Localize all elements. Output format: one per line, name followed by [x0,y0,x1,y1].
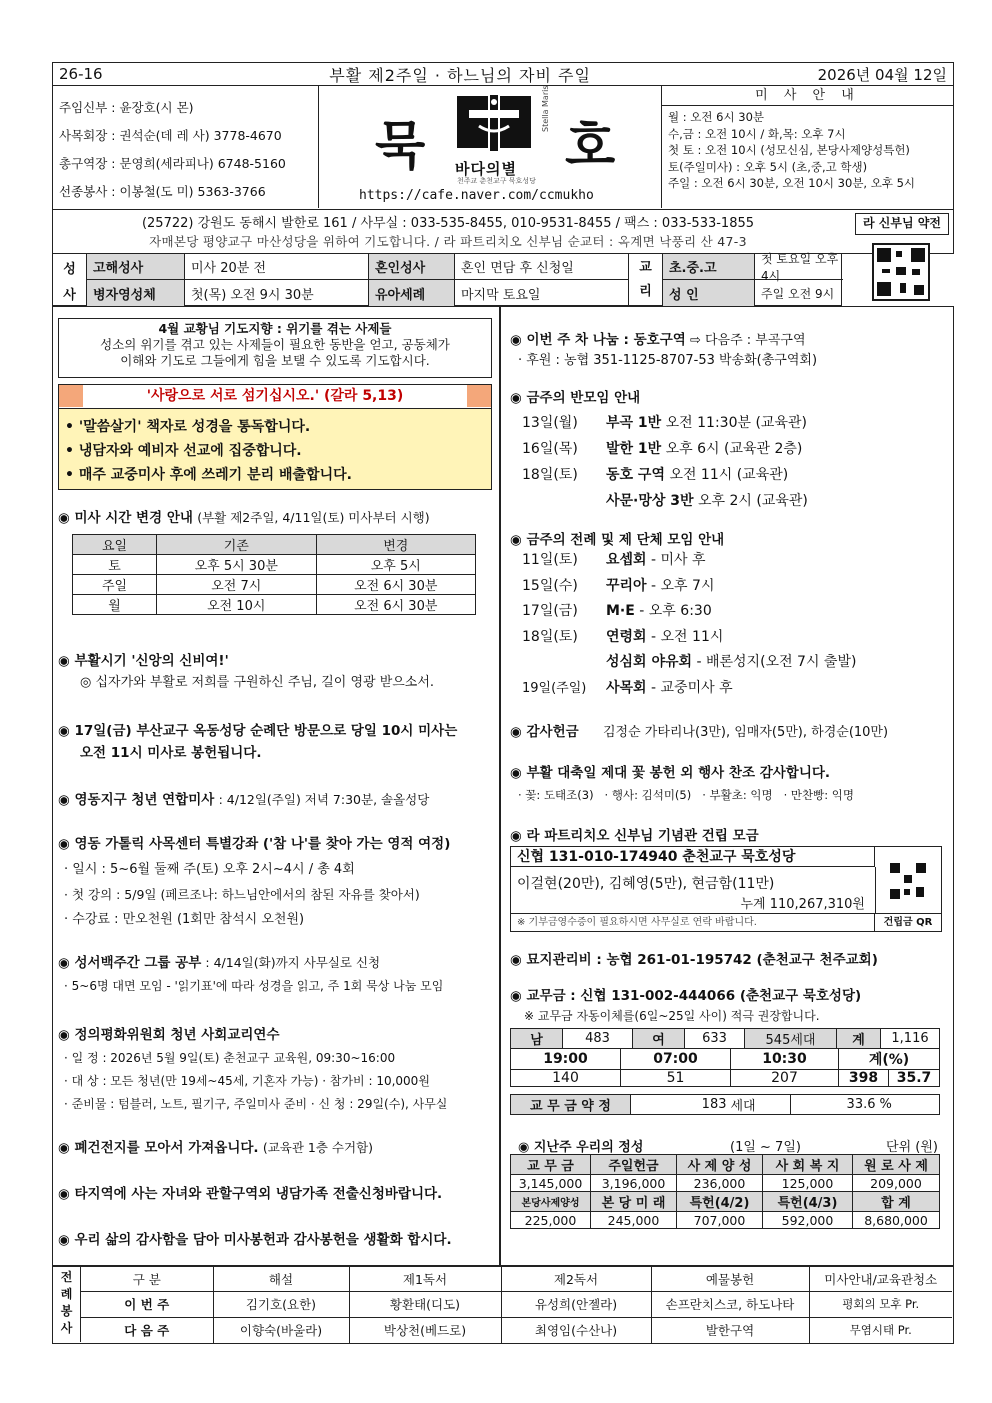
tea-notice [510,330,817,371]
column-divider [499,306,501,1266]
service-side-4: 사 [60,1321,73,1335]
table-cell: 398 [839,1070,889,1087]
motto-item-2: • 냉담자와 예비자 선교에 집중합니다. [65,443,302,459]
service-side-2: 례 [60,1287,73,1301]
mass-line-5: 주일 : 오전 6시 30분, 오전 10시 30분, 오후 5시 [668,176,916,190]
service-side-1: 전 [60,1270,73,1284]
table-cell: 51 [621,1070,731,1087]
meeting-title: ◉ 금주의 반모임 안내 [510,386,640,406]
lecture-title: ◉ 영동 가톨릭 사목센터 특별강좌 ('참 나'를 찾아 가는 영적 여정) [58,832,450,857]
cat-youth-time: 첫 토요일 오후 4시 [755,254,843,280]
table-row [81,1317,952,1343]
table-cell: 이향숙(바울라) [213,1317,349,1343]
table-head: 본 당 미 래 [591,1192,677,1212]
group-time: - 오후 6:30 [639,603,712,619]
table-head: 기존 [157,535,317,555]
biography-tag[interactable]: 라 신부님 약전 [855,213,949,235]
attendance-time-table [510,1048,940,1087]
table-cell: 1,116 [881,1029,940,1049]
table-head: 제1독서 [349,1267,501,1291]
group-time: - 미사 후 [651,552,706,568]
group-name: 사목회 [606,679,647,696]
group-name: 연령회 [606,628,647,645]
list-item [522,676,856,702]
table-cell: 최영임(수산나) [501,1317,651,1343]
table-row [81,1267,952,1291]
staff-list [53,86,319,208]
meeting-time: 오전 11:30분 (교육관) [665,415,807,431]
memorial-note: ※ 기부금영수증이 필요하시면 사무실로 연락 바랍니다. [511,913,875,931]
flower-item-3: · 부활초: 익명 [702,788,773,802]
sac-marriage: 혼인성사 [369,254,455,280]
flower-item-4: · 만찬빵: 익명 [783,788,854,802]
memorial-total: 누계 110,267,310원 [740,897,865,912]
table-cell: 오후 5시 30분 [157,555,317,575]
table-head: 본당사제양성 [511,1192,591,1212]
pilgrim-notice [58,720,457,764]
group-notice [510,528,724,548]
list-item [522,410,808,436]
table-head: 예물봉헌 [651,1267,809,1291]
table-head: 원 로 사 제 [853,1155,940,1175]
mass-change-note: (부활 제2주일, 4/11일(토) 미사부터 시행) [197,510,430,525]
donation-title: ◉ 감사헌금 [510,724,579,740]
easter-notice [58,650,434,694]
table-cell: 오전 6시 30분 [316,575,476,595]
table-cell: 35.7 [889,1070,940,1087]
meeting-list [522,410,808,514]
offering-title: ◉ 지난주 우리의 정성 [518,1140,643,1155]
cat-youth: 초.중.고 [663,254,755,280]
memorial-account: 신협 131-010-174940 춘천교구 묵호성당 [511,847,875,867]
motto-left-square [59,385,83,407]
easter-title: ◉ 부활시기 '신앙의 신비여!' [58,650,434,672]
table-cell: 183 [631,1095,731,1115]
table-cell: 07:00 [621,1049,731,1070]
parish-motto-box [58,384,492,490]
table-head: 주일헌금 [591,1155,677,1175]
table-head: 변경 [316,535,476,555]
logo-name: 바다의별 [455,160,517,178]
table-head: 제2독서 [501,1267,651,1291]
meeting-time: 오전 11시 (교육관) [669,467,789,483]
table-head: 특헌(4/3) [763,1192,853,1212]
table-head: 해설 [213,1267,349,1291]
flower-item-2: · 행사: 김석미(5) [604,788,692,802]
mass-schedule-title: 미 사 안 내 [662,86,953,106]
group-name: 꾸리아 [606,577,647,594]
meeting-group: 동호 구역 [606,467,665,483]
pledge-table [510,1094,940,1115]
table-row [511,1049,940,1070]
table-cell: 월 [73,595,157,615]
cemetery-fee: ◉ 묘지관리비 : 농협 261-01-195742 (춘천교구 천주교회) [510,948,878,968]
meeting-group: 사문·망상 3반 [606,493,694,509]
table-row [511,1155,940,1175]
attendance-table [510,1028,940,1049]
flower-title: ◉ 부활 대축일 제대 꽃 봉헌 외 행사 찬조 감사합니다. [510,762,854,784]
battery-title: ◉ 폐건전지를 모아서 가져옵니다. [58,1140,259,1156]
liturgy-service-table [52,1266,954,1344]
easter-sub: ◎ 십자가와 부활로 저희를 구원하신 주님, 길이 영광 받으소서. [80,675,435,690]
group-list [522,548,856,701]
meeting-time: 오후 2시 (교육관) [698,493,808,509]
table-cell: 유성희(안젤라) [501,1291,651,1317]
pilgrim-line-2: 오전 11시 미사로 봉헌됩니다. [80,745,262,761]
list-item [522,436,808,462]
list-item [522,548,856,574]
cat-adult-time: 주일 오전 9시 [761,286,835,301]
offering-unit: 단위 (원) [886,1140,938,1155]
mass-line-2: 수,금 : 오전 10시 / 화,목: 오후 7시 [668,126,846,141]
table-cell: 225,000 [511,1212,591,1229]
motto-item-3: • 매주 교중미사 후에 쓰레기 분리 배출합니다. [65,467,352,483]
table-row [511,1212,940,1229]
motto-right-square [467,385,491,407]
donation-notice [510,720,888,740]
list-item [522,574,856,600]
meeting-date: 18일(토) [522,467,578,483]
sac-confession-time: 미사 20분 전 [185,254,369,280]
bible-notice [58,952,443,997]
mass-change-title: ◉ 미사 시간 변경 안내 [58,510,193,526]
table-cell: 545세대 [745,1029,837,1049]
sac-communion: 병자영성체 [87,280,185,306]
address-section [52,210,954,254]
sac-communion-time: 첫(목) 오전 9시 30분 [185,280,369,306]
table-cell: 발한구역 [651,1317,809,1343]
table-cell: 19:00 [511,1049,621,1070]
sac-side-catechism [629,254,663,306]
table-cell: 세대 [731,1095,791,1115]
table-cell: 483 [563,1029,633,1049]
issue-number: 26-16 [59,65,103,83]
memorial-box [510,846,942,932]
pope-prayer-box [58,318,492,378]
bible-line-1: · 5~6명 대면 모임 - '읽기표'에 따라 성경을 읽고, 주 1회 묵상 나눔 모임 [64,979,444,993]
table-cell: 3,196,000 [591,1175,677,1192]
offering-heading [518,1136,938,1155]
mass-change-table [72,534,476,615]
table-row [511,1029,940,1049]
staff-funeral: 선종봉사 : 이봉철(도 미) 5363-3766 [59,184,266,199]
flower-notice [510,762,854,806]
table-head: 요일 [73,535,157,555]
youth-title: ◉ 영동지구 청년 연합미사 [58,792,214,808]
group-name: 요셉회 [606,552,647,568]
sac-marriage-info: 혼인 면담 후 신청일 [455,254,629,280]
lecture-line-2: · 첫 강의 : 5/9일 (페르조나: 하느님안에서의 참된 자유를 찾아서) [64,887,420,902]
table-cell: 손프란치스코, 하도나타 [651,1291,809,1317]
bible-title: ◉ 성서백주간 그룹 공부 [58,955,201,971]
table-cell: 다 음 주 [81,1317,213,1343]
table-row [511,1175,940,1192]
logo-char-2: 호 [565,117,616,177]
mass-schedule [661,86,953,208]
list-item [522,599,856,625]
sac-baptism: 유아세례 [369,280,455,306]
table-head: 합 계 [853,1192,940,1212]
youth-sub: : 4/12일(주일) 저녁 7:30분, 솔올성당 [218,792,430,807]
due-notice [510,986,861,1026]
list-item [522,650,856,676]
staff-council: 사목회장 : 권석순(데 레 사) 3778-4670 [59,128,282,143]
table-cell: 오후 5시 [316,555,476,575]
table-cell: 박상천(베드로) [349,1317,501,1343]
table-row [73,555,476,575]
thanks-notice: ◉ 우리 삶의 감사함을 담아 미사봉헌과 감사봉헌을 생활화 합시다. [58,1228,452,1248]
group-time: - 오전 11시 [651,628,724,645]
table-cell: % [880,1095,940,1115]
bulletin-date: 2026년 04월 12일 [817,65,947,84]
mass-change-heading [58,506,430,526]
table-cell: 토 [73,555,157,575]
list-item [522,462,808,488]
table-cell: 209,000 [853,1175,940,1192]
sac-side-3: 교 [639,260,652,275]
due-title: ◉ 교무금 : 신협 131-002-444066 (춘천교구 묵호성당) [510,986,861,1006]
tea-sponsor: · 후원 : 농협 351-1125-8707-53 박송화(총구역회) [518,353,818,368]
sac-confession: 고해성사 [87,254,185,280]
stella-maris-emblem-icon [449,92,539,162]
motto-header [59,385,491,409]
sac-side-1: 성 [53,254,87,280]
table-cell: 교 무 금 약 정 [511,1095,631,1115]
table-cell: 이 번 주 [81,1291,213,1317]
sister-parish-line: 자매본당 평양교구 마산성당을 위하여 기도합니다. / 라 파트리치오 신부님 순교터 : 옥계면 낙풍리 산 47-3 [149,234,747,249]
lecture-line-3: · 수강료 : 만오천원 (1회만 참석시 오천원) [64,912,305,927]
memorial-title: ◉ 라 파트리치오 신부님 기념관 건립 모금 [510,824,759,844]
motto-item-1: • '말씀살기' 책자로 성경을 통독합니다. [65,419,311,435]
group-date: 15일(수) [522,577,578,594]
table-cell: 10:30 [731,1049,839,1070]
table-cell: 오전 10시 [157,595,317,615]
table-cell: 207 [731,1070,839,1087]
service-side-3: 봉 [60,1304,73,1318]
meeting-group: 부곡 1반 [606,415,662,431]
battery-notice [58,1136,373,1156]
memorial-qr-icon[interactable] [888,861,928,901]
flower-item-1: · 꽃: 도태조(3) [518,788,594,802]
justice-line-1: · 일 정 : 2026년 5월 9일(토) 춘천교구 교육원, 09:30~16:00 [64,1051,396,1065]
table-row [73,535,476,555]
prayer-line-2: 성소의 위기를 겪고 있는 사제들이 필요한 동반을 얻고, 공동체가 [100,337,450,352]
lecture-line-1: · 일시 : 5~6월 둘째 주(토) 오후 2시~4시 / 총 4회 [64,862,355,877]
due-sub: ※ 교무금 자동이체를(6일~25일 사이) 적극 권장합니다. [524,1009,820,1023]
motto-title: '사랑으로 서로 섬기십시오.' (갈라 5,13) [146,388,404,404]
meeting-date: 16일(목) [522,441,578,457]
table-cell: 무염시태 Pr. [809,1317,952,1343]
parish-logo [319,86,661,208]
list-item [522,488,808,514]
group-name: 성심회 야유회 [606,654,693,670]
table-head: 특헌(4/2) [677,1192,763,1212]
sac-baptism-time: 마지막 토요일 [455,280,629,306]
group-date: 18일(토) [522,628,578,645]
group-date: 11일(토) [522,552,578,568]
table-head: 교 무 금 [511,1155,591,1175]
table-cell: 140 [511,1070,621,1087]
service-grid [81,1267,952,1343]
logo-sub: 천주교 춘천교구 묵호성당 [457,177,536,185]
table-cell: 주일 [73,575,157,595]
table-head: 사 제 양 성 [677,1155,763,1175]
table-cell: 여 [633,1029,685,1049]
justice-line-3: · 준비물 : 텀블러, 노트, 필기구, 주일미사 준비 · 신 청 : 29일(수), 사무실 [64,1097,448,1111]
mass-line-4: 토(주일미사) : 오후 5시 (초,중,고 학생) [668,159,868,174]
group-time: - 교중미사 후 [651,679,733,696]
table-row [511,1192,940,1212]
table-cell: 3,145,000 [511,1175,591,1192]
sacraments-table [52,251,842,306]
table-cell: 245,000 [591,1212,677,1229]
meeting-notice [510,386,640,406]
justice-notice [58,1024,447,1116]
cafe-url[interactable]: https://cafe.naver.com/ccmukho [359,188,594,203]
table-cell: 236,000 [677,1175,763,1192]
group-title: ◉ 금주의 전례 및 제 단체 모임 안내 [510,528,724,548]
transfer-notice: ◉ 타지역에 사는 자녀와 관할구역외 냉담가족 전출신청바랍니다. [58,1182,442,1202]
cat-adult: 성 인 [663,280,755,306]
table-cell: 남 [511,1029,563,1049]
meeting-group: 발한 1반 [606,441,662,457]
youth-mass-notice [58,788,429,808]
table-head: 사 회 복 지 [763,1155,853,1175]
mass-line-3: 첫 토 : 오전 10시 (성모신심, 본당사제양성특헌) [668,143,910,157]
tea-title: ◉ 이번 주 차 나눔 : 동호구역 [510,332,686,348]
group-name: M·E [606,603,635,619]
prayer-line-3: 이해와 기도로 그들에게 힘을 보탤 수 있도록 기도합시다. [120,353,430,368]
group-time: - 배론성지(오전 7시 출발) [696,654,857,670]
table-row [511,1070,940,1087]
memorial-qr-label: 건립금 QR [875,913,941,931]
meeting-time: 오후 6시 (교육관 2층) [665,441,803,457]
header-bar [52,62,954,86]
top-section [52,86,954,210]
logo-char-1: 묵 [375,117,426,177]
biography-qr-icon[interactable] [872,243,930,301]
sac-side-2: 사 [53,280,87,306]
battery-sub: (교육관 1층 수거함) [262,1140,374,1155]
justice-title: ◉ 정의평화위원회 청년 사회교리연수 [58,1024,447,1047]
sac-side-4: 리 [639,284,652,299]
table-cell: 평회의 모후 Pr. [809,1291,952,1317]
table-cell: 오전 7시 [157,575,317,595]
table-row [511,1095,940,1115]
group-date: 19일(주일) [522,680,587,696]
table-cell: 계(%) [839,1049,940,1070]
pilgrim-line-1: ◉ 17일(금) 부산교구 옥동성당 순례단 방문으로 당일 10시 미사는 [58,720,457,742]
table-row [81,1291,952,1317]
table-row [73,595,476,615]
group-time: - 오후 7시 [651,577,715,594]
bulletin-title: 부활 제2주일 · 하느님의 자비 주일 [329,65,591,85]
staff-district: 총구역장 : 문영희(세라피나) 6748-5160 [59,156,286,171]
table-row [73,575,476,595]
justice-line-2: · 대 상 : 모든 청년(만 19세~45세, 기혼자 가능) · 참가비 : 10,000원 [64,1074,430,1088]
group-date: 17일(금) [522,603,578,619]
table-cell: 125,000 [763,1175,853,1192]
meeting-date: 13일(월) [522,415,578,431]
table-cell: 707,000 [677,1212,763,1229]
table-cell: 592,000 [763,1212,853,1229]
table-cell: 황환태(디도) [349,1291,501,1317]
table-cell: 633 [685,1029,745,1049]
table-head: 구 분 [81,1267,213,1291]
table-cell: 8,680,000 [853,1212,940,1229]
bible-sub: : 4/14일(화)까지 사무실로 신청 [205,955,381,970]
table-head: 미사안내/교육관청소 [809,1267,952,1291]
offering-table [510,1154,940,1229]
tea-next: ⇨ 다음주 : 부곡구역 [689,333,806,348]
list-item [522,625,856,651]
address-line: (25722) 강원도 동해시 발한로 161 / 사무실 : 033-535-8455, 010-9531-8455 / 팩스 : 033-533-1855 [141,216,755,231]
prayer-title: 4월 교황님 기도지향 : 위기를 겪는 사제들 [158,321,392,336]
table-cell: 계 [837,1029,881,1049]
lecture-notice [58,832,450,932]
offering-period: (1일 ~ 7일) [730,1140,801,1155]
table-cell: 김기호(요한) [213,1291,349,1317]
table-cell: 오전 6시 30분 [316,595,476,615]
mass-line-1: 월 : 오전 6시 30분 [668,110,764,124]
staff-priest: 주임신부 : 윤장호(시 몬) [59,100,194,115]
memorial-donors: 이걸현(20만), 김혜영(5만), 현금함(11만) [517,876,775,892]
donation-names: 김정순 가타리나(3만), 임매자(5만), 하경순(10만) [602,725,889,740]
table-cell: 33.6 [791,1095,880,1115]
logo-latin: Stella Maris [541,85,550,132]
